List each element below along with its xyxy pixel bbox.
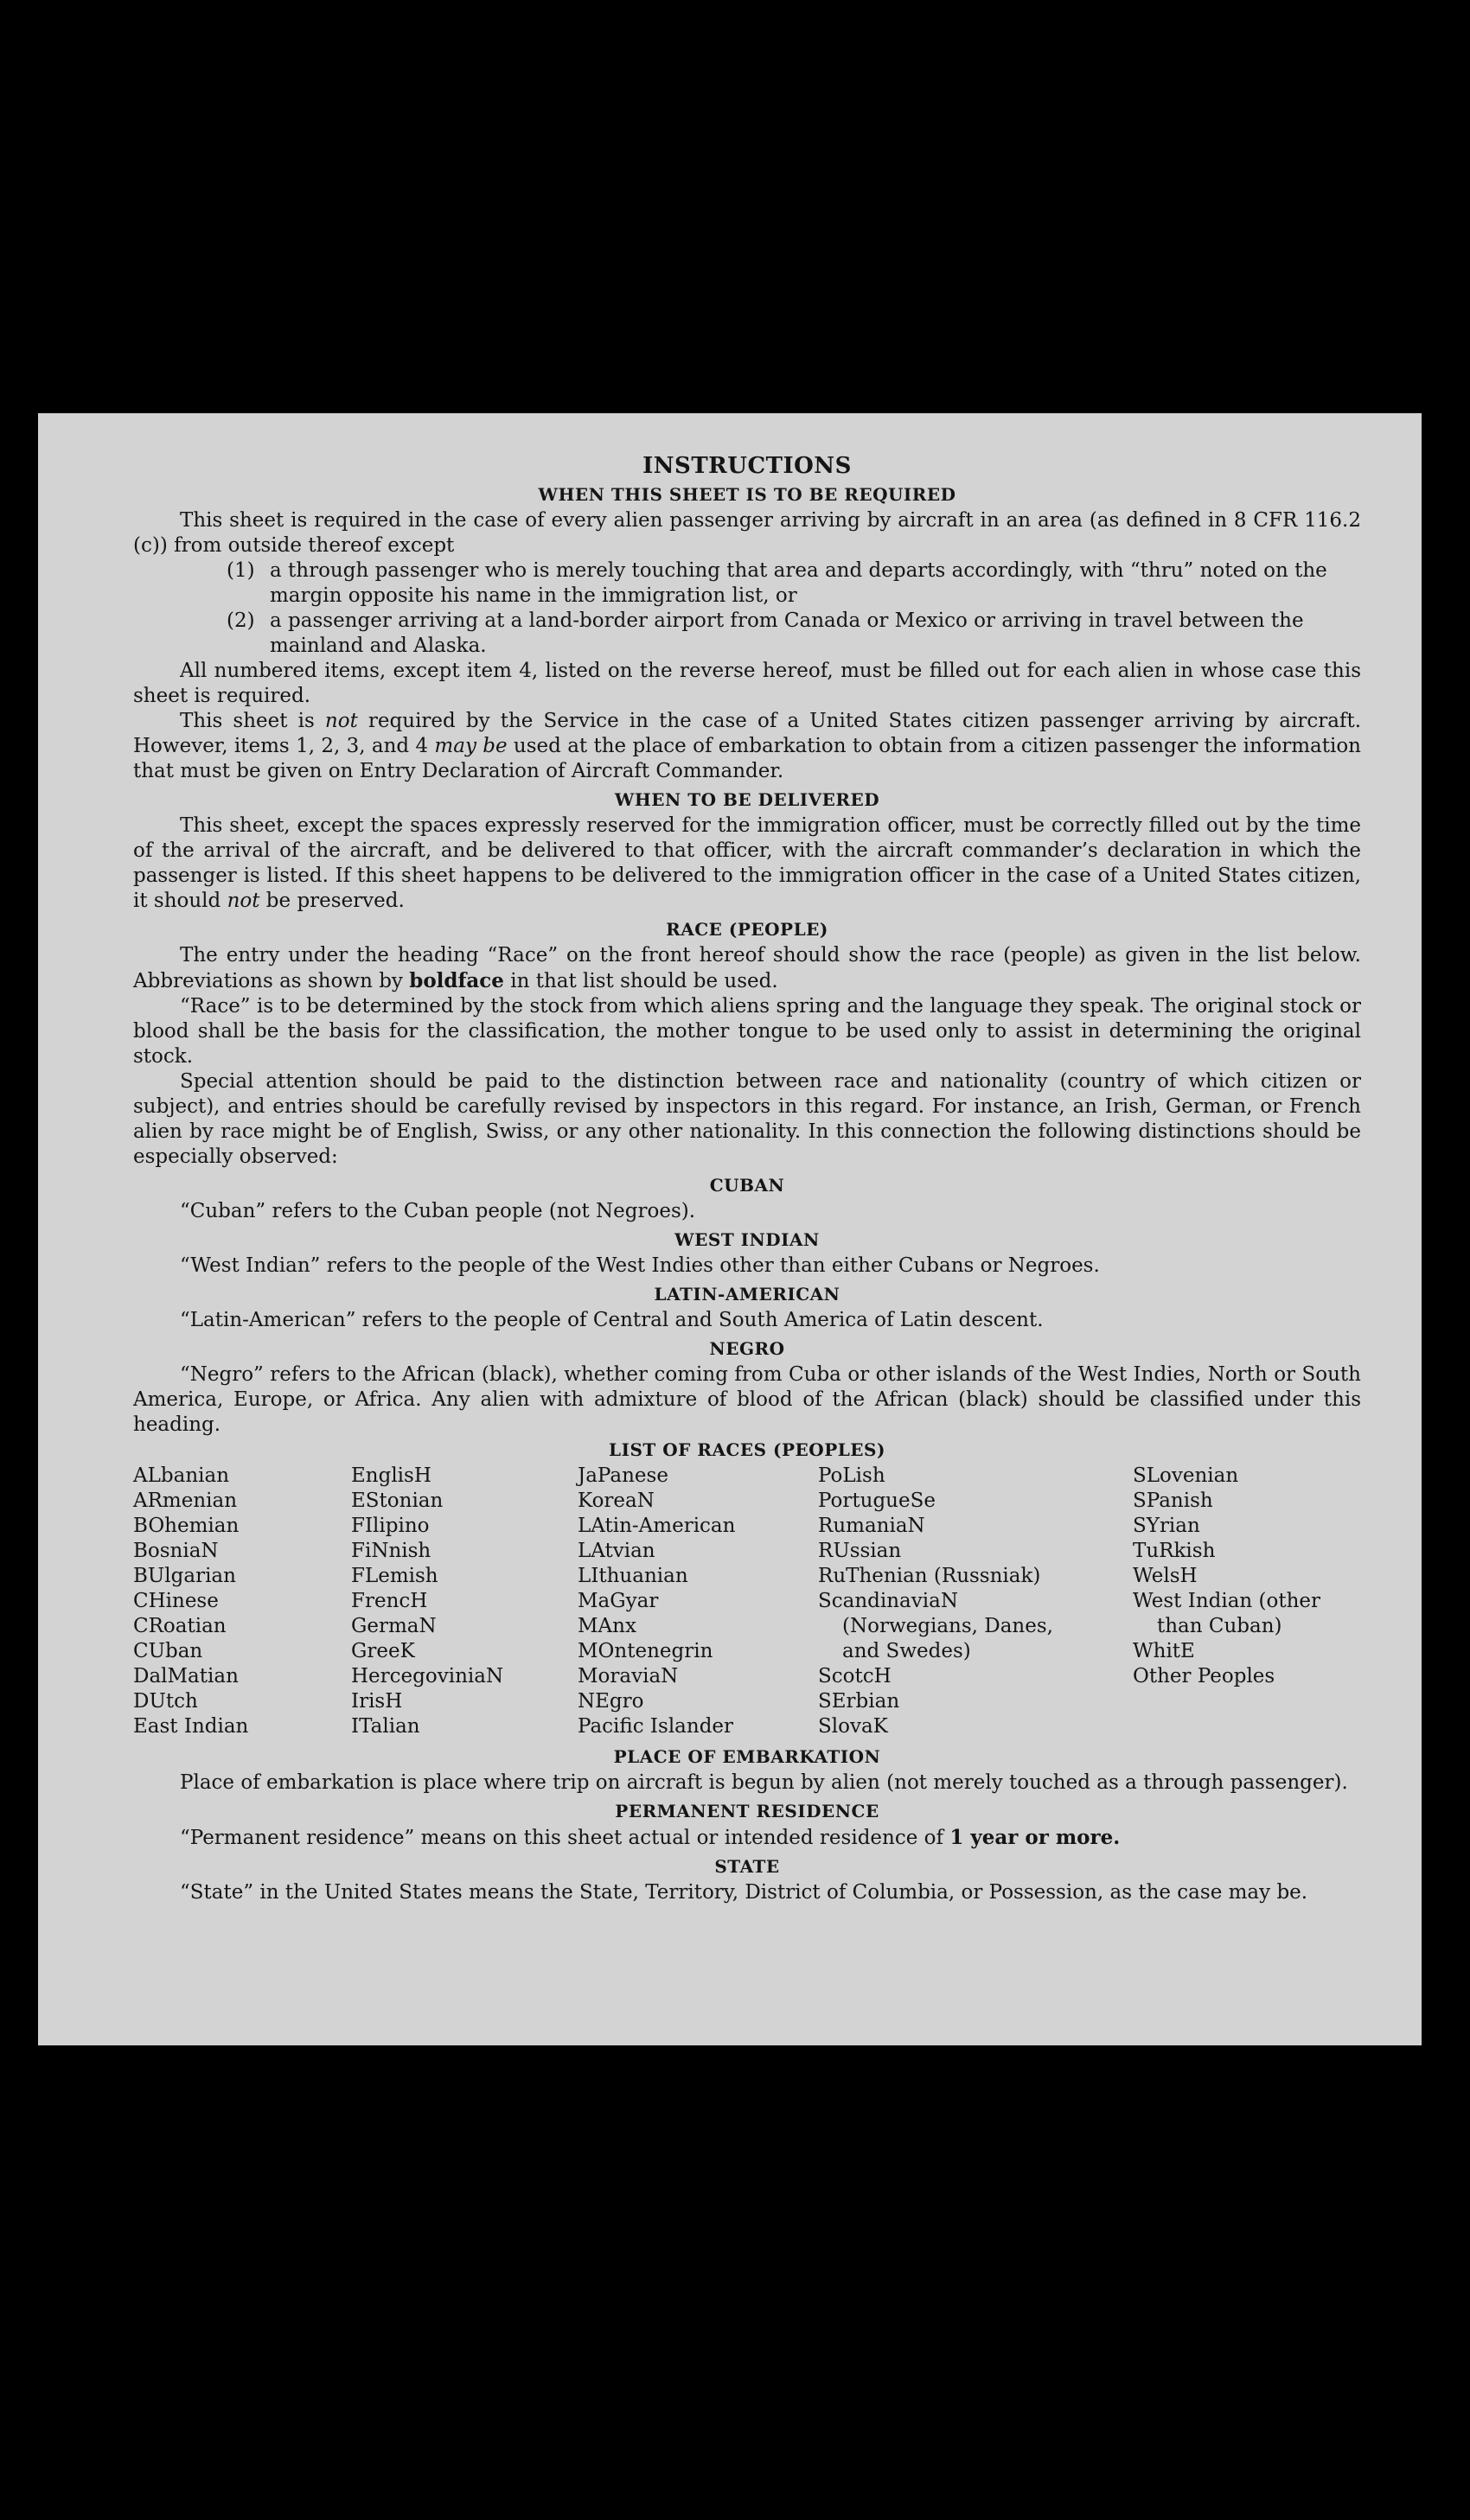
paragraph-when-required: This sheet is required in the case of every alien passenger arriving by aircraft in an area (as defined in 8 CFR 116.2 (c)) from outside thereof except — [133, 509, 1361, 557]
list-item: East Indian — [133, 1715, 249, 1738]
emphasis-not: not — [324, 710, 358, 732]
list-item: LAtin-American — [578, 1515, 736, 1537]
list-item: RumaniaN — [818, 1515, 925, 1537]
paragraph-numbered-items: All numbered items, except item 4, listed on the reverse hereof, must be filled out for each alien in whose case this sheet is required. — [133, 660, 1361, 707]
list-item: WelsH — [1133, 1565, 1198, 1587]
list-item: HercegoviniaN — [351, 1665, 504, 1687]
list-item: West Indian (other than Cuban) — [1133, 1590, 1321, 1637]
text-run: The entry under the heading “Race” on the front hereof should show the race (people) as given in the list below. Abbreviations as shown by — [133, 944, 1361, 992]
list-item: LAtvian — [578, 1540, 655, 1562]
paragraph-negro: “Negro” refers to the African (black), whether coming from Cuba or other islands of the West Indies, North or South America, Europe, or Africa. Any alien with admixture of blood of the African (black) should be classified under this heading. — [133, 1363, 1361, 1436]
races-column-1 — [133, 1464, 351, 1739]
races-column-3 — [578, 1464, 818, 1739]
list-item-number: (2) — [227, 609, 255, 632]
list-item: EStonian — [351, 1490, 444, 1512]
list-item: ITalian — [351, 1715, 420, 1738]
list-item: KoreaN — [578, 1490, 655, 1512]
paragraph-west-indian: “West Indian” refers to the people of the West Indies other than either Cubans or Negroes. — [180, 1254, 1100, 1277]
instruction-sheet — [38, 413, 1422, 2045]
heading-race: RACE (PEOPLE) — [666, 919, 828, 940]
list-item: ARmenian — [133, 1490, 238, 1512]
list-item: DalMatian — [133, 1665, 239, 1687]
races-list — [133, 1464, 1361, 1739]
list-item: WhitE — [1133, 1640, 1195, 1662]
list-item: BOhemian — [133, 1515, 240, 1537]
list-item: CRoatian — [133, 1615, 227, 1637]
list-item: CUban — [133, 1640, 203, 1662]
list-item — [227, 558, 1361, 609]
heading-latin-american: LATIN-AMERICAN — [654, 1284, 840, 1305]
heading-permanent-residence: PERMANENT RESIDENCE — [615, 1801, 879, 1821]
list-item: GermaN — [351, 1615, 437, 1637]
heading-list-of-races: LIST OF RACES (PEOPLES) — [609, 1439, 885, 1460]
list-item: SYrian — [1133, 1515, 1200, 1537]
list-item: MAnx — [578, 1615, 636, 1637]
paragraph-permanent-residence — [133, 1825, 1361, 1851]
list-item-number: (1) — [227, 559, 255, 582]
paragraph-latin-american: “Latin-American” refers to the people of Central and South America of Latin descent. — [180, 1309, 1044, 1331]
paragraph-when-delivered — [133, 813, 1361, 914]
list-item: FIlipino — [351, 1515, 430, 1537]
heading-place-of-embarkation: PLACE OF EMBARKATION — [613, 1746, 881, 1767]
list-item: MOntenegrin — [578, 1640, 713, 1662]
paragraph-race-determination: “Race” is to be determined by the stock from which aliens spring and the language they speak. The original stock or blood shall be the basis for the classification, the mother tongue to be used only to assist in determining the original stock. — [133, 995, 1361, 1068]
bold-word: boldface — [409, 969, 504, 992]
list-item: CHinese — [133, 1590, 219, 1612]
heading-when-required: WHEN THIS SHEET IS TO BE REQUIRED — [538, 484, 956, 505]
list-item: SlovaK — [818, 1715, 888, 1738]
list-item: BosniaN — [133, 1540, 219, 1562]
page-title: INSTRUCTIONS — [642, 453, 852, 479]
paragraph-place-of-embarkation: Place of embarkation is place where trip on aircraft is begun by alien (not merely touched as a through passenger). — [180, 1771, 1348, 1794]
list-item: PortugueSe — [818, 1490, 936, 1512]
list-item: ScotcH — [818, 1665, 892, 1687]
list-item: SPanish — [1133, 1490, 1213, 1512]
list-item: Other Peoples — [1133, 1665, 1275, 1687]
list-item-text: a passenger arriving at a land-border airport from Canada or Mexico or arriving in travel between the mainland and Alaska. — [270, 609, 1304, 657]
text-run: used at the place of embarkation to obtain from a citizen passenger the information that must be given on Entry Declaration of Aircraft Commander. — [133, 735, 1361, 782]
emphasis-may-be: may be — [434, 735, 508, 757]
heading-when-delivered: WHEN TO BE DELIVERED — [614, 789, 880, 810]
text-run: This sheet, except the spaces expressly reserved for the immigration officer, must be correctly filled out by the time of the arrival of the aircraft, and be delivered to that officer, with the aircraft commander’s declaration in which the passenger is listed. If this sheet happens to be delivered to the immigration officer in the case of a United States citizen, it should — [133, 814, 1361, 912]
list-item: MaGyar — [578, 1590, 659, 1612]
list-item: RUssian — [818, 1540, 902, 1562]
races-column-5 — [1133, 1464, 1349, 1739]
heading-state: STATE — [714, 1856, 780, 1877]
list-item: JaPanese — [578, 1464, 668, 1487]
paragraph-race-entry — [133, 943, 1361, 994]
list-item: ALbanian — [133, 1464, 230, 1487]
list-item: GreeK — [351, 1640, 415, 1662]
list-item: EnglisH — [351, 1464, 431, 1487]
paragraph-state: “State” in the United States means the State, Territory, District of Columbia, or Possession, as the case may be. — [180, 1881, 1308, 1904]
list-item: BUlgarian — [133, 1565, 236, 1587]
emphasis-not: not — [227, 890, 260, 912]
list-item-text: a through passenger who is merely touching that area and departs accordingly, with “thru” noted on the margin opposite his name in the immigration list, or — [270, 559, 1327, 607]
list-item: NEgro — [578, 1690, 644, 1713]
races-column-2 — [351, 1464, 578, 1739]
list-item: SErbian — [818, 1690, 900, 1713]
list-item: FrencH — [351, 1590, 428, 1612]
races-column-4 — [818, 1464, 1069, 1739]
list-item: ScandinaviaN (Norwegians, Danes, and Swedes) — [818, 1590, 1053, 1662]
text-run: in that list should be used. — [503, 970, 778, 992]
text-run: This sheet is — [180, 710, 325, 732]
bold-phrase: 1 year or more. — [949, 1826, 1121, 1849]
text-run: “Permanent residence” means on this sheet actual or intended residence of — [180, 1827, 950, 1849]
text-run: required by the Service in the case of a United States citizen passenger arriving by aircraft. However, items 1, 2, 3, and 4 — [133, 710, 1361, 757]
list-item — [227, 609, 1361, 659]
list-item: MoraviaN — [578, 1665, 679, 1687]
list-item: FLemish — [351, 1565, 438, 1587]
list-item: SLovenian — [1133, 1464, 1239, 1487]
list-item: PoLish — [818, 1464, 885, 1487]
paragraph-citizen — [133, 709, 1361, 784]
paragraph-race-nationality: Special attention should be paid to the distinction between race and nationality (country of which citizen or subject), and entries should be carefully revised by inspectors in this regard. For instance, an Irish, German, or French alien by race might be of English, Swiss, or any other nationality. In this connection the following distinctions should be especially observed: — [133, 1070, 1361, 1168]
paragraph-cuban: “Cuban” refers to the Cuban people (not Negroes). — [180, 1200, 696, 1222]
heading-negro: NEGRO — [709, 1338, 785, 1359]
list-item: LIthuanian — [578, 1565, 688, 1587]
list-item: TuRkish — [1133, 1540, 1216, 1562]
list-item: RuThenian (Russniak) — [818, 1565, 1041, 1587]
heading-west-indian: WEST INDIAN — [674, 1229, 820, 1250]
heading-cuban: CUBAN — [709, 1175, 785, 1196]
list-item: Pacific Islander — [578, 1715, 734, 1738]
list-item: IrisH — [351, 1690, 403, 1713]
text-run: be preserved. — [259, 890, 405, 912]
list-item: DUtch — [133, 1690, 198, 1713]
list-item: FiNnish — [351, 1540, 431, 1562]
